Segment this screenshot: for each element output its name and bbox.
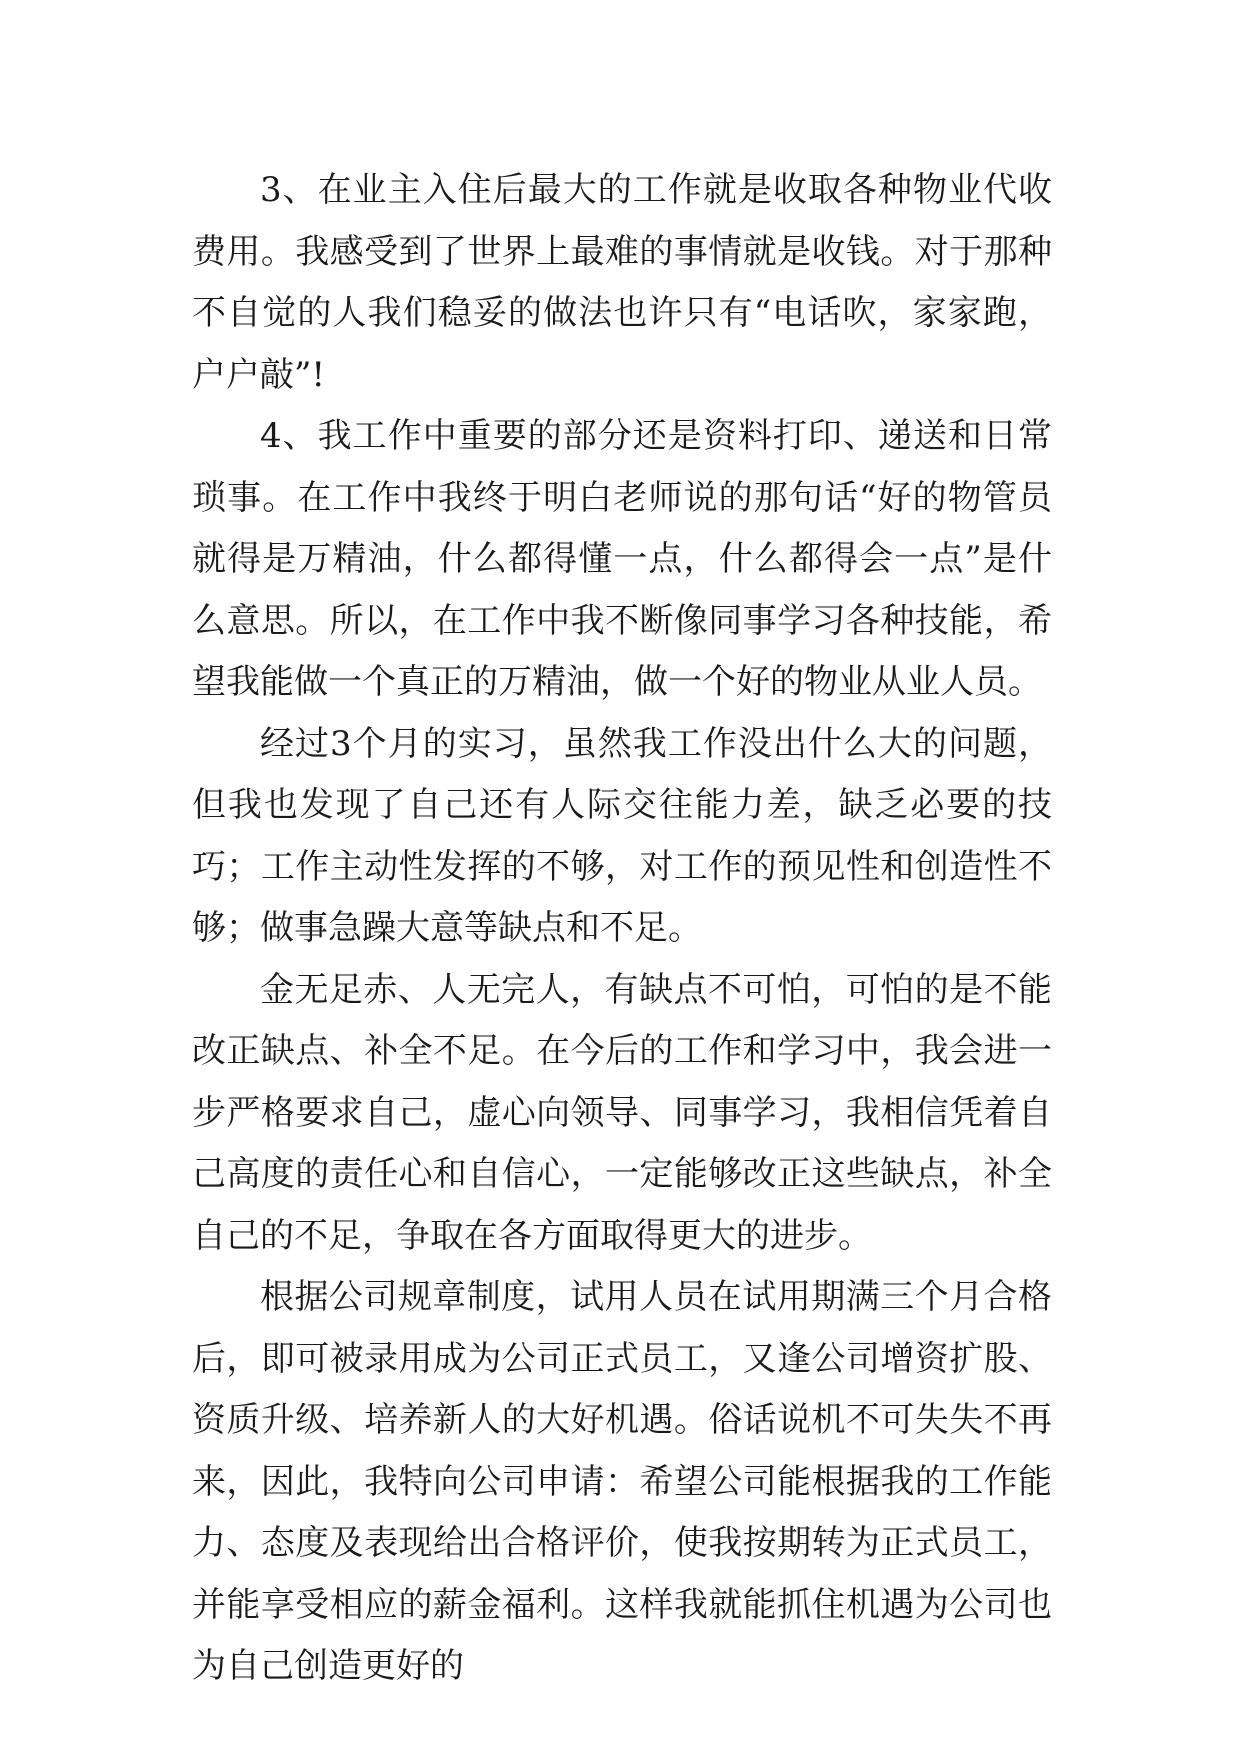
paragraph-self-improvement: 金无足赤、人无完人，有缺点不可怕，可怕的是不能改正缺点、补全不足。在今后的工作和学习中，我会进一步严格要求自己，虚心向领导、同事学习，我相信凭着自己高度的责任心和自信心，一定能够改正这些缺点，补全自己的不足，争取在各方面取得更大的进步。: [192, 969, 1052, 1256]
document-body: [192, 160, 1052, 1698]
paragraph-item-3-fee-collection: 3、在业主入住后最大的工作就是收取各种物业代收费用。我感受到了世界上最难的事情就是收钱。对于那种不自觉的人我们稳妥的做法也许只有“电话吹，家家跑，户户敲”!: [192, 170, 1052, 395]
paragraph-regularization-request: 根据公司规章制度，试用人员在试用期满三个月合格后，即可被录用成为公司正式员工，又逢公司增资扩股、资质升级、培养新人的大好机遇。俗话说机不可失失不再来，因此，我特向公司申请：希望公司能根据我的工作能力、态度及表现给出合格评价，使我按期转为正式员工，并能享受相应的薪金福利。这样我就能抓住机遇为公司也为自己创造更好的: [192, 1277, 1052, 1686]
paragraph-item-4-document-tasks: 4、我工作中重要的部分还是资料打印、递送和日常琐事。在工作中我终于明白老师说的那句话“好的物管员就得是万精油，什么都得懂一点，什么都得会一点”是什么意思。所以，在工作中我不断像同事学习各种技能，希望我能做一个真正的万精油，做一个好的物业从业人员。: [192, 416, 1052, 702]
paragraph-internship-shortcomings: 经过3个月的实习，虽然我工作没出什么大的问题，但我也发现了自己还有人际交往能力差，缺乏必要的技巧；工作主动性发挥的不够，对工作的预见性和创造性不够；做事急躁大意等缺点和不足。: [192, 723, 1052, 948]
